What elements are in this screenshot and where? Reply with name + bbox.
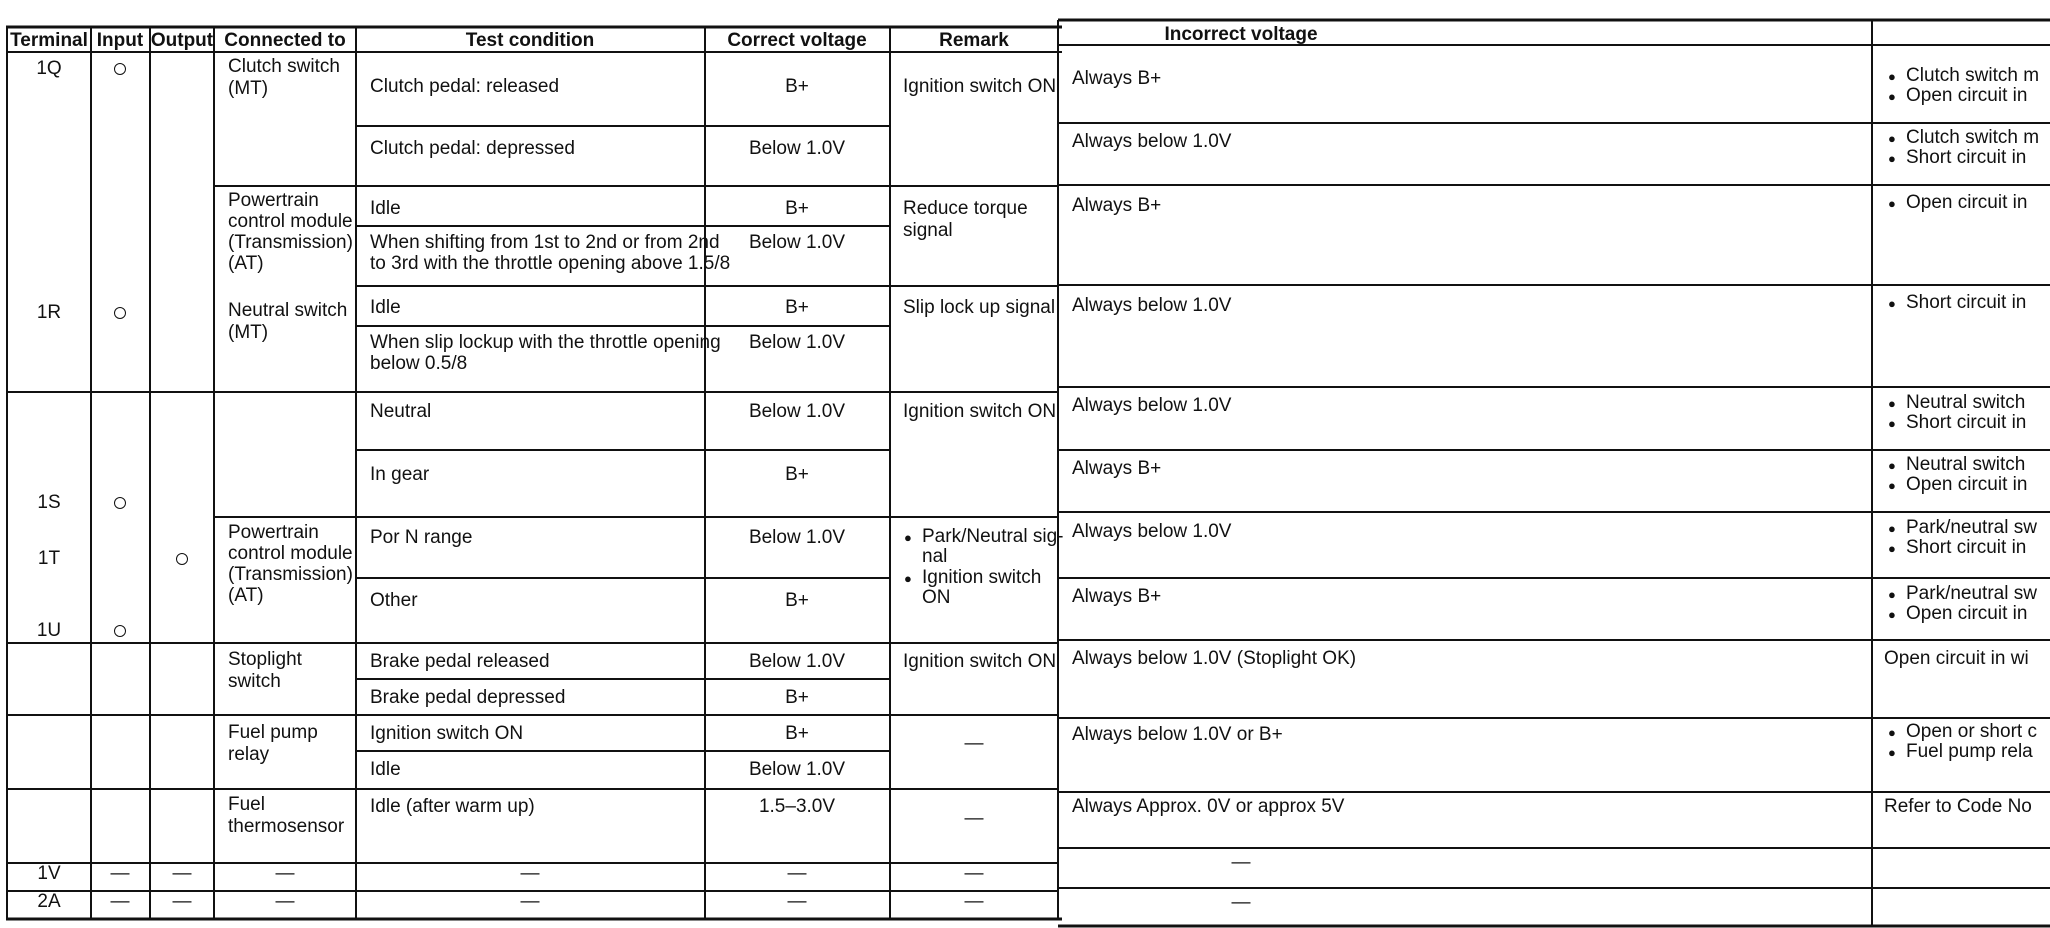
input-mark-1r [114,307,126,319]
voltage-idle-warm: 1.5–3.0V [758,796,836,817]
input-2a-dash: — [110,891,130,912]
header-output: Output [150,30,214,51]
output-1v-dash: — [172,863,192,884]
bullet-icon: ● [1888,478,1896,493]
condition-brake-released: Brake pedal released [370,651,550,672]
incorrect-13-dash: — [1231,892,1251,913]
header-incorrect-voltage: Incorrect voltage [1164,24,1318,45]
connected-clutch-switch: Clutch switch (MT) [228,56,340,99]
condition-2a-dash: — [520,891,540,912]
incorrect-9: Always below 1.0V (Stoplight OK) [1072,648,1357,669]
remark-ignition-on-1s: Ignition switch ON [903,651,1057,672]
bullet-icon: ● [1888,521,1896,536]
remark-reduce-torque: Reduce torque signal [903,198,1028,241]
bullet-icon: ● [1888,131,1896,146]
voltage-clutch-depressed: Below 1.0V [748,138,846,159]
condition-idle-3: Idle [370,759,401,780]
voltage-in-gear: B+ [785,464,809,485]
terminal-1r: 1R [36,302,62,323]
voltage-clutch-released: B+ [785,76,809,97]
output-2a-dash: — [172,891,192,912]
bullet-icon: ● [1888,725,1896,740]
incorrect-3: Always B+ [1072,195,1162,216]
bullet-icon: ● [1888,296,1896,311]
condition-clutch-released: Clutch pedal: released [370,76,560,97]
bullet-icon: ● [1888,396,1896,411]
remark-1v-dash: — [964,863,984,884]
terminal-1v: 1V [37,863,61,884]
input-mark-1u [114,625,126,637]
terminal-1u: 1U [36,620,62,641]
remark-1t-dash: — [964,733,984,754]
condition-ignition-on: Ignition switch ON [370,723,524,744]
connected-fuel-pump-relay: Fuel pump relay [228,722,318,765]
incorrect-2: Always below 1.0V [1072,131,1232,152]
cause-11: Refer to Code No [1884,796,2032,817]
condition-idle-warm: Idle (after warm up) [370,796,535,817]
connected-pcm-1r: Powertrain control module (Transmission) (AT) [228,522,353,606]
connected-fuel-thermosensor: Fuel thermosensor [228,794,345,837]
condition-shifting: When shifting from 1st to 2nd or from 2nd to 3rd with the throttle opening above 1.5/8 [370,232,731,274]
bullet-icon: ● [1888,89,1896,104]
voltage-shifting: Below 1.0V [748,232,846,253]
incorrect-12-dash: — [1231,852,1251,873]
incorrect-11: Always Approx. 0V or approx 5V [1072,796,1345,817]
condition-neutral: Neutral [370,401,432,422]
voltage-1v-dash: — [787,863,807,884]
condition-por-n-range: Por N range [370,527,473,548]
bullet-icon: ● [1888,416,1896,431]
voltage-brake-depressed: B+ [785,687,809,708]
remark-ignition-on-1r: Ignition switch ON [903,401,1057,422]
condition-brake-depressed: Brake pedal depressed [370,687,566,708]
voltage-other: B+ [785,590,809,611]
condition-in-gear: In gear [370,464,430,485]
incorrect-10: Always below 1.0V or B+ [1072,724,1283,745]
voltage-ignition-on: B+ [785,723,809,744]
bullet-icon: ● [1888,69,1896,84]
header-terminal: Terminal [10,30,88,51]
bullet-icon: ● [1888,745,1896,760]
voltage-brake-released: Below 1.0V [748,651,846,672]
remark-2a-dash: — [964,891,984,912]
incorrect-8: Always B+ [1072,586,1162,607]
connected-stoplight-switch: Stoplight switch [228,649,302,692]
bullet-icon: ● [904,571,912,586]
condition-other: Other [370,590,418,611]
terminal-1q: 1Q [36,58,62,79]
remark-1u-dash: — [964,808,984,829]
bullet-icon: ● [1888,587,1896,602]
header-input: Input [96,30,144,51]
condition-1v-dash: — [520,863,540,884]
terminal-1t: 1T [37,548,61,569]
voltage-idle-1: B+ [785,198,809,219]
connected-pcm-1q: Powertrain control module (Transmission) (AT) [228,190,353,274]
header-test-condition: Test condition [465,30,595,51]
condition-slip-lockup: When slip lockup with the throttle opening below 0.5/8 [370,332,721,374]
incorrect-4: Always below 1.0V [1072,295,1232,316]
incorrect-5: Always below 1.0V [1072,395,1232,416]
header-remark: Remark [939,30,1009,51]
bullet-icon: ● [1888,458,1896,473]
bullet-icon: ● [1888,196,1896,211]
voltage-neutral: Below 1.0V [748,401,846,422]
header-connected-to: Connected to [224,30,346,51]
remark-ignition-on-1q: Ignition switch ON [903,76,1057,97]
incorrect-7: Always below 1.0V [1072,521,1232,542]
cause-9: Open circuit in wi [1884,648,2029,669]
voltage-slip-lockup: Below 1.0V [748,332,846,353]
incorrect-1: Always B+ [1072,68,1162,89]
bullet-icon: ● [1888,541,1896,556]
connected-neutral-switch: Neutral switch (MT) [228,300,348,343]
voltage-2a-dash: — [787,891,807,912]
input-mark-1q [114,63,126,75]
connected-2a-dash: — [275,891,295,912]
condition-idle-1: Idle [370,198,401,219]
remark-slip-lockup: Slip lock up signal [903,297,1056,318]
bullet-icon: ● [904,530,912,545]
voltage-por-n: Below 1.0V [748,527,846,548]
inspection-table: Terminal Input Output Connected to Test condition Correct voltage Remark Incorrect voltage 1Q 1R 1S 1T 1U 1V 2A — — — — — — — — — — — — Clutch switch (MT) Powertrain control module (Transmission) (AT) Neutral switch (MT) Powertrain control module (Transmission) (AT) Stoplight switch Fuel pump relay Fuel thermosensor Clutch pedal: released Clutch pedal: depressed Idle When shifting from 1st to 2nd or from 2nd to 3rd with the throttle opening above 1.5/8 Idle When slip lockup with the throttle opening below 0.5/8 Neutral In gear Por N range Other Brake pedal released Brake pedal depressed Ignition switch ON Idle Idle (after warm up) B+ Below 1.0V B+ Below 1.0V B+ Below 1.0V Below 1.0V B+ Below 1.0V B+ Below 1.0V B+ B+ Below 1.0V 1.5–3.0V Ignition switch ON Reduce torque signal Slip lock up signal Ignition switch ON ● Park/Neutral sig- nal ● Ignition switch ON Ignition switch ON — — Always B+ Always below 1.0V Always B+ Always below 1.0V Always below 1.0V Always B+ Always below 1.0V Always B+ Always below 1.0V (Stoplight OK) Always below 1.0V or B+ Always Approx. 0V or approx 5V — — ● Clutch switch m ● Open circuit in ● Clutch switch m ● Short circuit in ● Open circuit in ● Short circuit in ● Neutral switch ● Short circuit in ● Neutral switch ● Open circuit in ● Park/neutral sw ● Short circuit in ● Park/neutral sw ● Open circuit in Open circuit in wi ● Open or short c ● Fuel pump rela Refer to Code No [0,0,2050,928]
bullet-icon: ● [1888,151,1896,166]
connected-1v-dash: — [275,863,295,884]
voltage-idle-2: B+ [785,297,809,318]
output-mark-1t [176,553,188,565]
condition-idle-2: Idle [370,297,401,318]
terminal-1s: 1S [37,492,61,513]
incorrect-6: Always B+ [1072,458,1162,479]
voltage-idle-3: Below 1.0V [748,759,846,780]
bullet-icon: ● [1888,607,1896,622]
condition-clutch-depressed: Clutch pedal: depressed [370,138,575,159]
terminal-2a: 2A [37,891,61,912]
input-1v-dash: — [110,863,130,884]
header-correct-voltage: Correct voltage [727,30,867,51]
input-mark-1s [114,497,126,509]
